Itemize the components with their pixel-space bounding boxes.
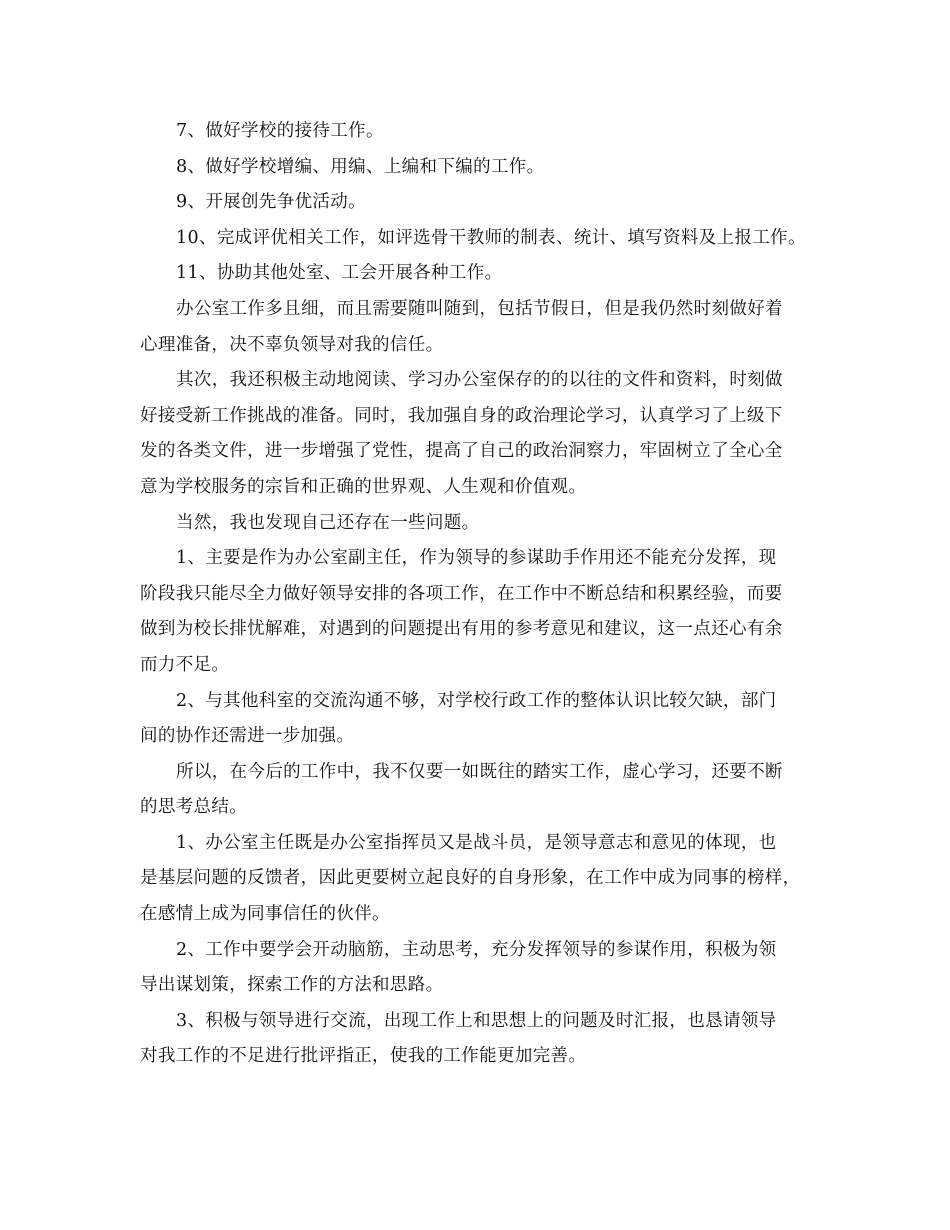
text-line: 意为学校服务的宗旨和正确的世界观、人生观和价值观。 — [140, 476, 587, 497]
text-line: 心理准备，决不辜负领导对我的信任。 — [140, 334, 444, 355]
text-line: 11、协助其他处室、工会开展各种工作。 — [176, 263, 503, 284]
text-line: 所以，在今后的工作中，我不仅要一如既往的踏实工作，虚心学习，还要不断 — [176, 761, 783, 782]
text-line: 是基层问题的反馈者，因此更要树立起良好的自身形象，在工作中成为同事的榜样， — [140, 868, 801, 889]
text-line: 当然，我也发现自己还存在一些问题。 — [176, 512, 480, 533]
text-line: 3、积极与领导进行交流，出现工作上和思想上的问题及时汇报，也恳请领导 — [176, 1010, 777, 1031]
document-body — [140, 114, 830, 1075]
text-line: 1、办公室主任既是办公室指挥员又是战斗员，是领导意志和意见的体现，也 — [176, 832, 777, 853]
text-line: 而力不足。 — [140, 654, 230, 675]
text-line: 2、工作中要学会开动脑筋，主动思考，充分发挥领导的参谋作用，积极为领 — [176, 939, 777, 960]
text-line: 其次，我还积极主动地阅读、学习办公室保存的的以往的文件和资料，时刻做 — [176, 370, 783, 391]
text-line: 好接受新工作挑战的准备。同时，我加强自身的政治理论学习，认真学习了上级下 — [140, 405, 783, 426]
text-line: 间的协作还需进一步加强。 — [140, 726, 355, 747]
text-line: 对我工作的不足进行批评指正，使我的工作能更加完善。 — [140, 1046, 587, 1067]
text-line: 在感情上成为同事信任的伙伴。 — [140, 904, 390, 925]
text-line: 做到为校长排忧解难，对遇到的问题提出有用的参考意见和建议，这一点还心有余 — [140, 619, 783, 640]
text-line: 办公室工作多且细，而且需要随叫随到，包括节假日，但是我仍然时刻做好着 — [176, 298, 783, 319]
text-line: 发的各类文件，进一步增强了党性，提高了自己的政治洞察力，牢固树立了全心全 — [140, 441, 783, 462]
text-line: 8、做好学校增编、用编、上编和下编的工作。 — [176, 156, 545, 177]
text-line: 9、开展创先争优活动。 — [176, 192, 366, 213]
text-line: 1、主要是作为办公室副主任，作为领导的参谋助手作用还不能充分发挥，现 — [176, 548, 777, 569]
text-line: 7、做好学校的接待工作。 — [176, 121, 384, 141]
text-line: 2、与其他科室的交流沟通不够，对学校行政工作的整体认识比较欠缺，部门 — [176, 690, 777, 711]
text-line: 10、完成评优相关工作，如评选骨干教师的制表、统计、填写资料及上报工作。 — [176, 227, 806, 248]
text-line: 导出谋划策，探索工作的方法和思路。 — [140, 975, 444, 996]
text-line: 阶段我只能尽全力做好领导安排的各项工作，在工作中不断总结和积累经验，而要 — [140, 583, 783, 604]
text-line: 的思考总结。 — [140, 797, 248, 818]
